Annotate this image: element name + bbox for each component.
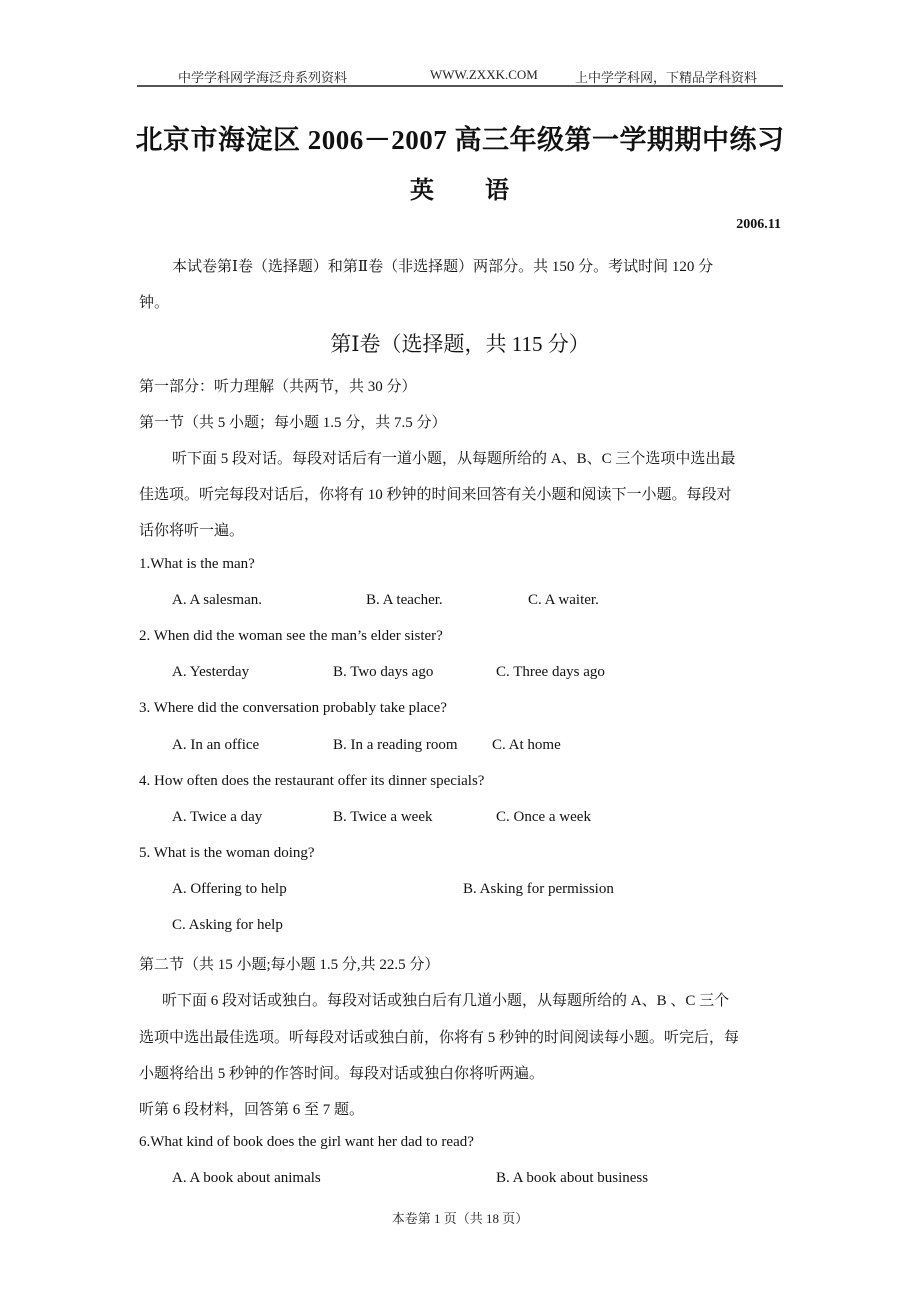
q1-option-a: A. A salesman. (172, 592, 262, 608)
header-left-text: 中学学科网学海泛舟系列资料 (178, 70, 348, 85)
sub2-instruction-2: 选项中选出最佳选项。听每段对话或独白前，你将有 5 秒钟的时间阅读每小题。听完后，每 (139, 1030, 740, 1046)
question-1: 1.What is the man? (139, 556, 255, 572)
sub1-instruction-1: 听下面 5 段对话。每段对话后有一道小题，从每题所给的 A、B、C 三个选项中选出最 (172, 451, 736, 467)
question-4: 4. How often does the restaurant offer its dinner specials? (139, 773, 485, 789)
q3-option-a: A. In an office (172, 737, 260, 753)
q4-option-a: A. Twice a day (172, 809, 263, 825)
sub1-instruction-2: 佳选项。听完每段对话后，你将有 10 秒钟的时间来回答有关小题和阅读下一小题。每段对 (139, 487, 732, 503)
question-6: 6.What kind of book does the girl want her dad to read? (139, 1134, 474, 1150)
q4-option-b: B. Twice a week (333, 809, 433, 825)
subject-char-1: 英 (410, 178, 434, 204)
sub2-instruction-1: 听下面 6 段对话或独白。每段对话或独白后有几道小题，从每题所给的 A、B 、C 三个 (162, 993, 730, 1009)
sub1-instruction-3: 话你将听一遍。 (139, 523, 245, 539)
sub2-instruction-3: 小题将给出 5 秒钟的作答时间。每段对话或独白你将听两遍。 (139, 1066, 545, 1082)
q3-option-b: B. In a reading room (333, 737, 458, 753)
q6-option-b: B. A book about business (496, 1170, 649, 1186)
subject-char-2: 语 (485, 178, 509, 204)
sub1-heading: 第一节（共 5 小题；每小题 1.5 分，共 7.5 分） (139, 415, 447, 431)
material-6-note: 听第 6 段材料，回答第 6 至 7 题。 (139, 1102, 365, 1118)
intro-line-1: 本试卷第Ⅰ卷（选择题）和第Ⅱ卷（非选择题）两部分。共 150 分。考试时间 120 分 (172, 259, 714, 275)
section-title: 第Ⅰ卷（选择题，共 115 分） (330, 332, 590, 356)
q1-option-b: B. A teacher. (366, 592, 443, 608)
q2-option-c: C. Three days ago (496, 664, 605, 680)
exam-date: 2006.11 (736, 217, 781, 232)
question-2: 2. When did the woman see the man’s elder sister? (139, 628, 443, 644)
question-5: 5. What is the woman doing? (139, 845, 315, 861)
q1-option-c: C. A waiter. (528, 592, 599, 608)
q6-option-a: A. A book about animals (172, 1170, 321, 1186)
q3-option-c: C. At home (492, 737, 561, 753)
header-right-text: 上中学学科网，下精品学科资料 (575, 70, 758, 85)
sub2-heading: 第二节（共 15 小题;每小题 1.5 分,共 22.5 分） (139, 957, 440, 973)
question-3: 3. Where did the conversation probably take place? (139, 700, 447, 716)
page-footer: 本卷第 1 页（共 18 页） (391, 1211, 529, 1226)
q2-option-a: A. Yesterday (172, 664, 250, 680)
q4-option-c: C. Once a week (496, 809, 591, 825)
q5-option-b: B. Asking for permission (463, 881, 614, 897)
intro-line-2: 钟。 (139, 295, 170, 311)
q5-option-c: C. Asking for help (172, 917, 283, 933)
q2-option-b: B. Two days ago (333, 664, 434, 680)
document-title: 北京市海淀区 2006－2007 高三年级第一学期期中练习 (135, 125, 785, 155)
header-divider (137, 85, 783, 87)
part1-heading: 第一部分：听力理解（共两节，共 30 分） (139, 379, 417, 395)
q5-option-a: A. Offering to help (172, 881, 287, 897)
header-site-link[interactable]: WWW.ZXXK.COM (430, 67, 538, 82)
